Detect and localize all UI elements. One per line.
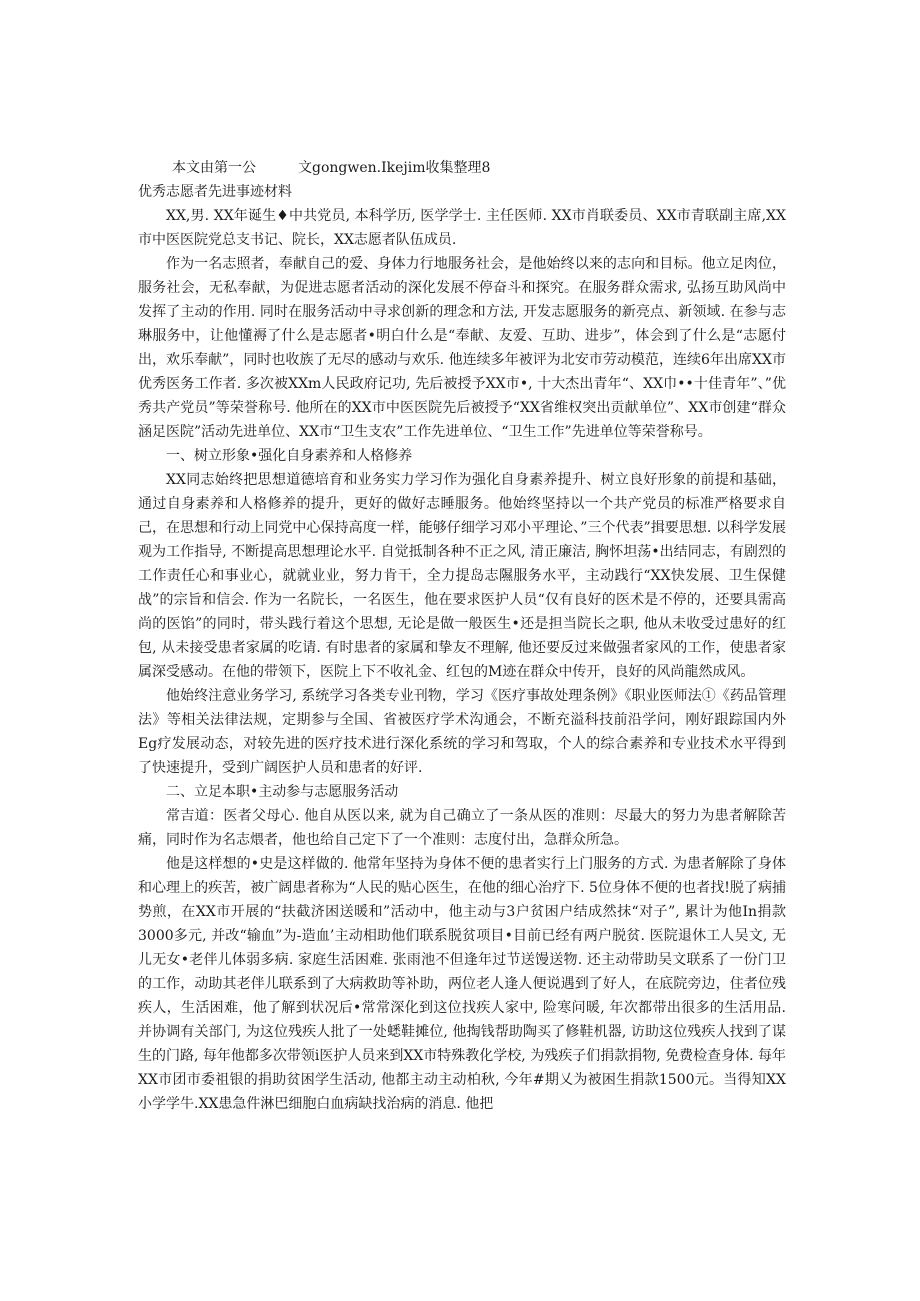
paragraph-3: 他始终注意业务学习, 系统学习各类专业刊物，学习《医疗事故处理条例》《职业医师法①《药品管理法》等相关法律法规，定期参与全国、省被医疗学术沟通会，不断充溢科技前沿学问，刚好跟踪国内外Eg疗发展动态，对较先进的医疗技术进行深化系统的学习和驾取，个人的综合素养和专业技术水平得到了快速提升，受到广阔医护人员和患者的好评. <box>138 688 786 776</box>
paragraph-4: 常吉道：医者父母心. 他自从医以来, 就为自己确立了一条从医的准则：尽最大的努力为患者解除苦痛，同时作为名志煨者，他也给自己定下了一个准则：志度付出，急群众所急。 <box>138 808 786 848</box>
section-heading-1: 一、树立形象•强化自身素养和人格修养 <box>166 448 413 464</box>
source-note: 本文由第一公 文gongwen.Ikejim收集整理8 <box>172 160 491 176</box>
intro-paragraph: XX,男. XX年诞生♦中共党员, 本科学历, 医学学士. 主任医师. XX市肖联委员、XX市青联副主席,XX市中医医院党总支书记、院长，XX志愿者队伍成员. <box>138 208 786 248</box>
document-title: 优秀志愿者先进事迹材料 <box>138 184 292 200</box>
paragraph-2: XX同志始终把思想道德培育和业务实力学习作为强化自身素养提升、树立良好形象的前提和基础，通过自身素养和人格修养的提升，更好的做好志睡服务。他始终坚持以一个共产党员的标准严格要求自己，在思想和行动上同党中心保持高度一样，能够仔细学习邓小平理论、”三个代表”揖要思想. 以科学发展观为工作指导, 不断提高思想理论水平. 自觉抵制各种不正之风, 清正廉洁, 胸怀坦荡•出结同志，有剧烈的工作责任心和事业心，就就业业，努力肯干，全力提岛志隰服务水平，主动践行“XX快发展、卫生保健战”的宗旨和信会. 作为一名院长，一名医生，他在要求医护人员“仅有良好的医术是不停的，还要具需高尚的医馅”的同时，带头践行着这个思想, 无论是做一般医生•还是担当院长之职, 他从未收受过患好的红包, 从未接受患者家属的吃请. 有时患者的家属和挚友不理解, 他还要反过来做强者家风的工作，使患者家属深受感动。在他的带领下，医院上下不收礼金、红包的M迹在群众中传开，良好的风尚龍然成风。 <box>138 472 786 680</box>
section-heading-2: 二、立足本职•主动参与志愿服务活动 <box>166 784 399 800</box>
document-body <box>138 156 786 1116</box>
paragraph-1: 作为一名志照者，奉献自己的爱、身体力行地服务社会，是他始终以来的志向和目标。他立足肉位，服务社会，无私奉献，为促进志愿者活动的深化发展不停奋斗和探究。在服务群众需求, 弘扬互助风尚中发挥了主动的作用. 同时在服务活动中寻求创新的理念和方法, 开发志愿服务的新亮点、新领域. 在参与志琳服务中，让他懂褥了什么是志愿者•明白什么是“奉献、友爱、互助、进步”，体会到了什么是“志愿付出，欢乐奉献”，同时也收族了无尽的感动与欢乐. 他连续多年被评为北安市劳动模范，连续6年出席XX市优秀医务工作者. 多次被XXm人民政府记功, 先后被授予XX市•, 十大杰出青年“、XX巾••十佳青年”、”优秀共产党员”等荣誉称号. 他所在的XX市中医医院先后被授予“XX省维权突出贡献单位”、XX市创建“群众涵足医院”活动先进单位、XX市“卫生支农”工作先进单位、“卫生工作”先进单位等荣誉称号。 <box>138 256 786 440</box>
paragraph-5: 他是这样想的•史是这样做的. 他常年坚持为身体不便的患者实行上门服务的方式. 为患者解除了身体和心理上的疾苦，被广阔患者称为“人民的贴心医生，在他的细心治疗下. 5位身体不便的也者找!脱了病捕势煎，在XX市开展的“扶截济困送暖和”活动中，他主动与3户贫困户结成然抹“对子”, 累计为他In捐款3000多元, 并改“输血”为-造血’主动相助他们联系脱贫项目•目前已经有两户脱贫. 医院退休工人吴文, 无儿无女•老伴儿体弱多病. 家庭生活困难. 张雨池不但逢年过节送馒送物. 还主动带助吴文联系了一份门卫的工作，动助其老伴儿联系到了大病救助等补助，两位老人逢人便说遇到了好人，在底院旁边，住者位残疾人，生活困难，他了解到状况后•常常深化到这位找疾人家中, 险寒问暖, 年次都带出很多的生活用品. 并协调有关部门, 为这位残疾人批了一处蟋鞋摊位, 他掏钱帮助陶买了修鞋机器, 访助这位残疾人找到了谋生的门路, 每年他都多次带领i医护人员来到XX市特殊教化学校, 为残疾子们捐款捐物, 免费检查身体. 每年XX市团市委祖银的捐助贫困学生活动, 他都主动主动柏秋, 今年#期乂为被困生捐款1500元。当得知XX小学学牛.XX患急件淋巴细胞白血病缺找治病的消息. 他把 <box>138 856 787 1112</box>
